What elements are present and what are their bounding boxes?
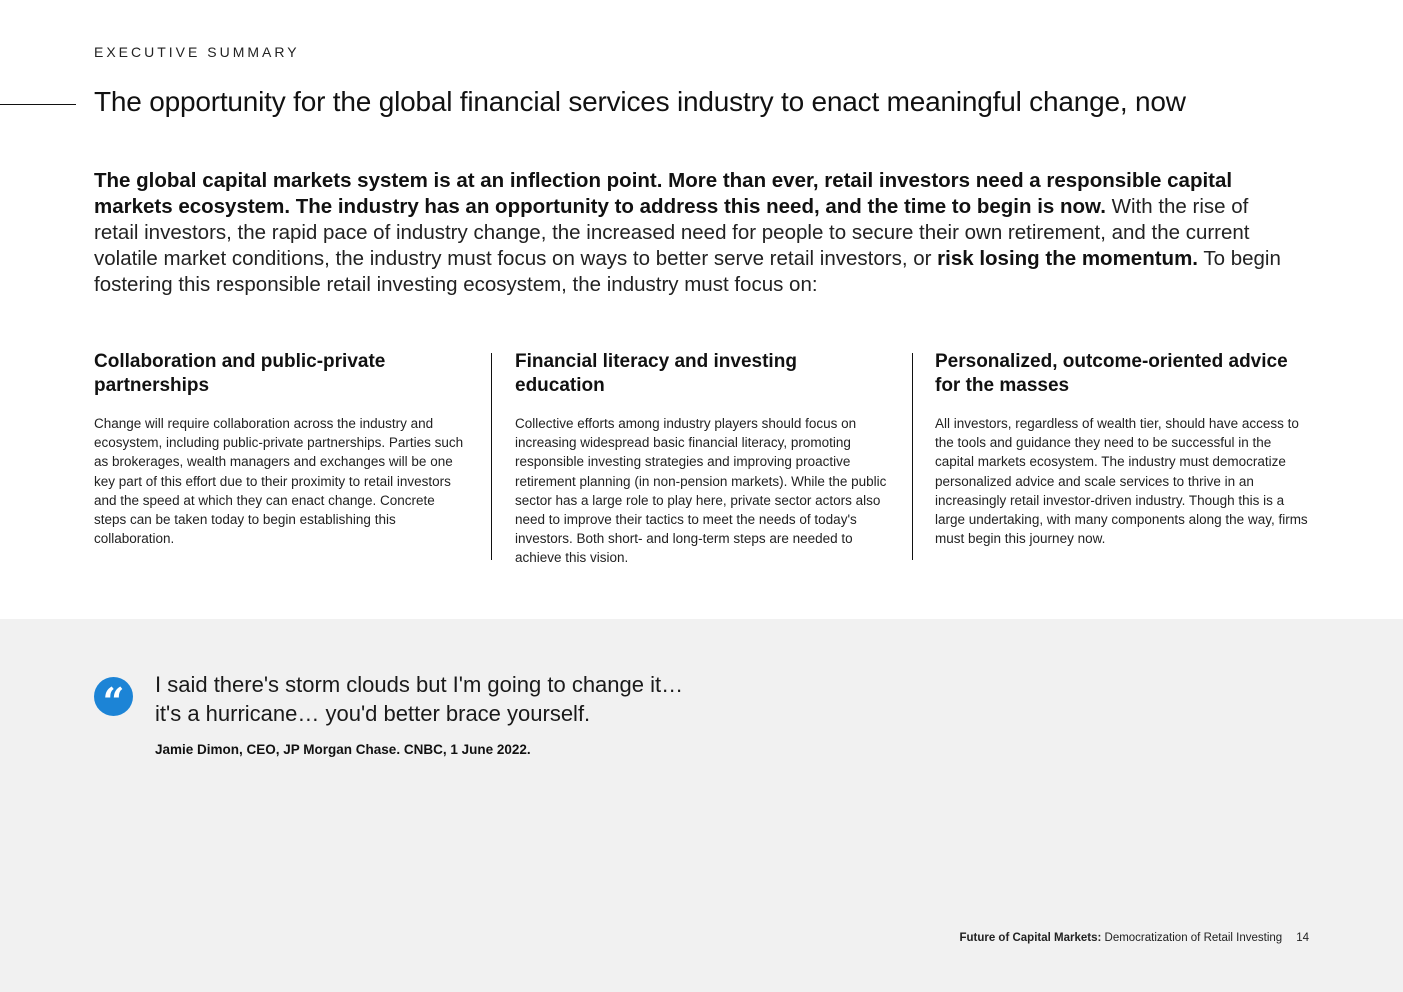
column-title: Financial literacy and investing education <box>515 351 797 396</box>
intro-text-2: To begin fostering this responsible retail investing ecosystem, the industry must focus on: <box>94 247 1281 296</box>
page-title: The opportunity for the global financial services industry to enact meaningful change, now <box>94 86 1186 117</box>
column-title: Personalized, outcome-oriented advice for the masses <box>935 351 1288 396</box>
column-title: Collaboration and public-private partnerships <box>94 351 386 396</box>
column-divider <box>491 353 492 560</box>
footer-publication: Future of Capital Markets: <box>959 932 1102 944</box>
column-body: All investors, regardless of wealth tier, should have access to the tools and guidance they need to be successful in the capital markets ecosystem. The industry must democratize personalized advice and scale services to thrive in an increasingly retail investor-driven industry. Though this is a large undertaking, with many components along the way, firms must begin this journey now. <box>935 416 1308 547</box>
quote-line-2: it's a hurricane… you'd better brace yourself. <box>155 701 591 726</box>
intro-paragraph <box>94 168 1294 298</box>
page-footer <box>959 932 1309 944</box>
column-body: Change will require collaboration across the industry and ecosystem, including public-private partnerships. Parties such as brokerages, wealth managers and exchanges will be one key part of this effort due to their proximity to retail investors and the speed at which they can enact change. Concrete steps can be taken today to begin establishing this collaboration. <box>94 416 464 547</box>
quote-line-1: I said there's storm clouds but I'm going to change it… <box>155 672 684 697</box>
footer-subtitle: Democratization of Retail Investing <box>1101 932 1283 944</box>
intro-bold-emphasis: risk losing the momentum. <box>937 247 1199 270</box>
page-number: 14 <box>1296 932 1309 944</box>
focus-column-advice <box>935 350 1311 548</box>
section-eyebrow: EXECUTIVE SUMMARY <box>94 44 300 60</box>
quote-icon: “ <box>94 677 133 716</box>
column-body: Collective efforts among industry players should focus on increasing widespread basic financial literacy, promoting responsible investing strategies and improving proactive retirement planning (in non-pension markets). While the public sector has a large role to play here, private sector actors also need to improve their tactics to meet the needs of today's investors. Both short- and long-term steps are needed to achieve this vision. <box>515 416 887 566</box>
focus-column-collaboration <box>94 350 470 548</box>
intro-bold-lead: The global capital markets system is at an inflection point. More than ever, retail investors need a responsible capital markets ecosystem. The industry has an opportunity to address this need, and the time to begin is now. <box>94 169 1233 218</box>
quote-attribution: Jamie Dimon, CEO, JP Morgan Chase. CNBC, 1 June 2022. <box>155 742 531 757</box>
header-rule <box>0 104 76 105</box>
focus-column-literacy <box>515 350 891 568</box>
column-divider <box>912 353 913 560</box>
intro-text-1: With the rise of retail investors, the rapid pace of industry change, the increased need for people to secure their own retirement, and the current volatile market conditions, the industry must focus on ways to better serve retail investors, or <box>94 195 1250 270</box>
pull-quote <box>155 670 683 728</box>
